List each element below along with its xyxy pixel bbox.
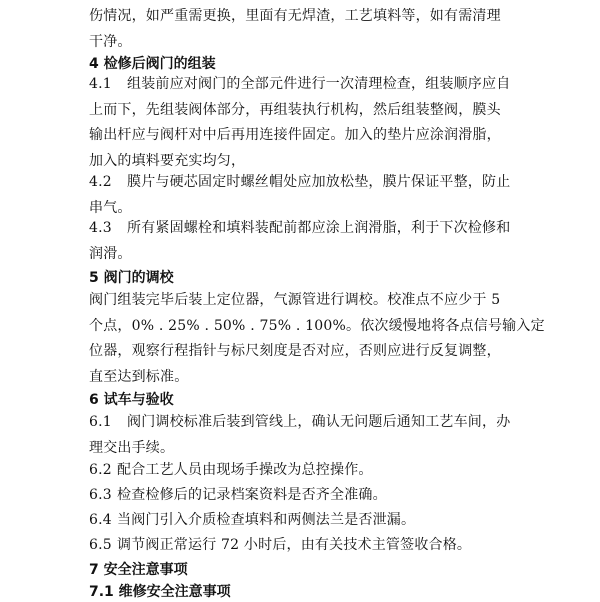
item-4-1-line-4: 加入的填料要充实均匀，	[89, 152, 246, 169]
item-4-2-number: 4.2	[89, 174, 112, 190]
item-6-5-text: 调节阀正常运行 72 小时后，由有关技术主管签收合格。	[117, 537, 472, 553]
intro-line-1: 伤情况，如严重需更换，里面有无焊渣，工艺填料等，如有需清理	[89, 8, 501, 24]
item-4-2-line-1: 4.2 膜片与硬芯固定时螺丝帽处应加放松垫，膜片保证平整，防止	[89, 170, 519, 196]
item-6-3-text: 检查检修后的记录档案资料是否齐全准确。	[117, 487, 387, 503]
item-6-2-text: 配合工艺人员由现场手操改为总控操作。	[117, 462, 373, 478]
section-5-line-1: 阀门组装完毕后装上定位器，气源管进行调校。校准点不应少于 5	[89, 292, 501, 308]
section-5-line-4: 直至达到标准。	[89, 368, 189, 385]
item-6-4	[89, 508, 519, 534]
item-6-3	[89, 483, 519, 509]
intro-paragraph	[89, 4, 519, 55]
item-6-1-line-1: 6.1 阀门调校标准后装到管线上，确认无问题后通知工艺车间，办	[89, 410, 519, 436]
section-5-line-3: 位器，观察行程指针与标尺刻度是否对应，否则应进行反复调整，	[89, 343, 501, 359]
item-6-5	[89, 533, 519, 559]
section-4-heading: 4 检修后阀门的组装	[89, 56, 216, 72]
item-6-2-number: 6.2	[89, 462, 112, 478]
section-7-1-heading: 7.1 维修安全注意事项	[89, 584, 231, 600]
item-4-2-line-2: 串气。	[89, 199, 132, 216]
section-6-heading: 6 试车与验收	[89, 392, 174, 408]
item-6-5-number: 6.5	[89, 537, 112, 553]
item-4-3	[89, 216, 519, 267]
item-4-3-line-1: 4.3 所有紧固螺栓和填料装配前都应涂上润滑脂，利于下次检修和	[89, 216, 519, 242]
item-4-1-number: 4.1	[89, 76, 112, 92]
section-5-paragraph	[89, 288, 545, 390]
item-4-1-line-1: 4.1 组装前应对阀门的全部元件进行一次清理检查，组装顺序应自	[89, 72, 519, 98]
item-6-1-line-2: 理交出手续。	[89, 439, 175, 456]
item-4-1	[89, 72, 519, 174]
section-5-heading: 5 阀门的调校	[89, 270, 174, 286]
item-6-2	[89, 458, 519, 484]
item-6-4-text: 当阀门引入介质检查填料和两侧法兰是否泄漏。	[117, 512, 416, 528]
item-6-3-number: 6.3	[89, 487, 112, 503]
section-7-heading: 7 安全注意事项	[89, 562, 188, 578]
item-4-3-line-2: 润滑。	[89, 245, 132, 262]
item-4-1-line-3: 输出杆应与阀杆对中后再用连接件固定。加入的垫片应涂润滑脂，	[89, 127, 501, 143]
section-5-line-2: 个点，0% . 25% . 50% . 75% . 100%。依次缓慢地将各点信号输入定	[89, 317, 545, 334]
intro-line-2: 干净。	[89, 33, 132, 50]
item-4-2	[89, 170, 519, 221]
item-4-3-number: 4.3	[89, 220, 112, 236]
item-6-1-number: 6.1	[89, 414, 112, 430]
item-6-1	[89, 410, 519, 461]
item-4-1-line-2: 上而下，先组装阀体部分，再组装执行机构，然后组装整阀，膜头	[89, 101, 501, 118]
item-6-4-number: 6.4	[89, 512, 112, 528]
